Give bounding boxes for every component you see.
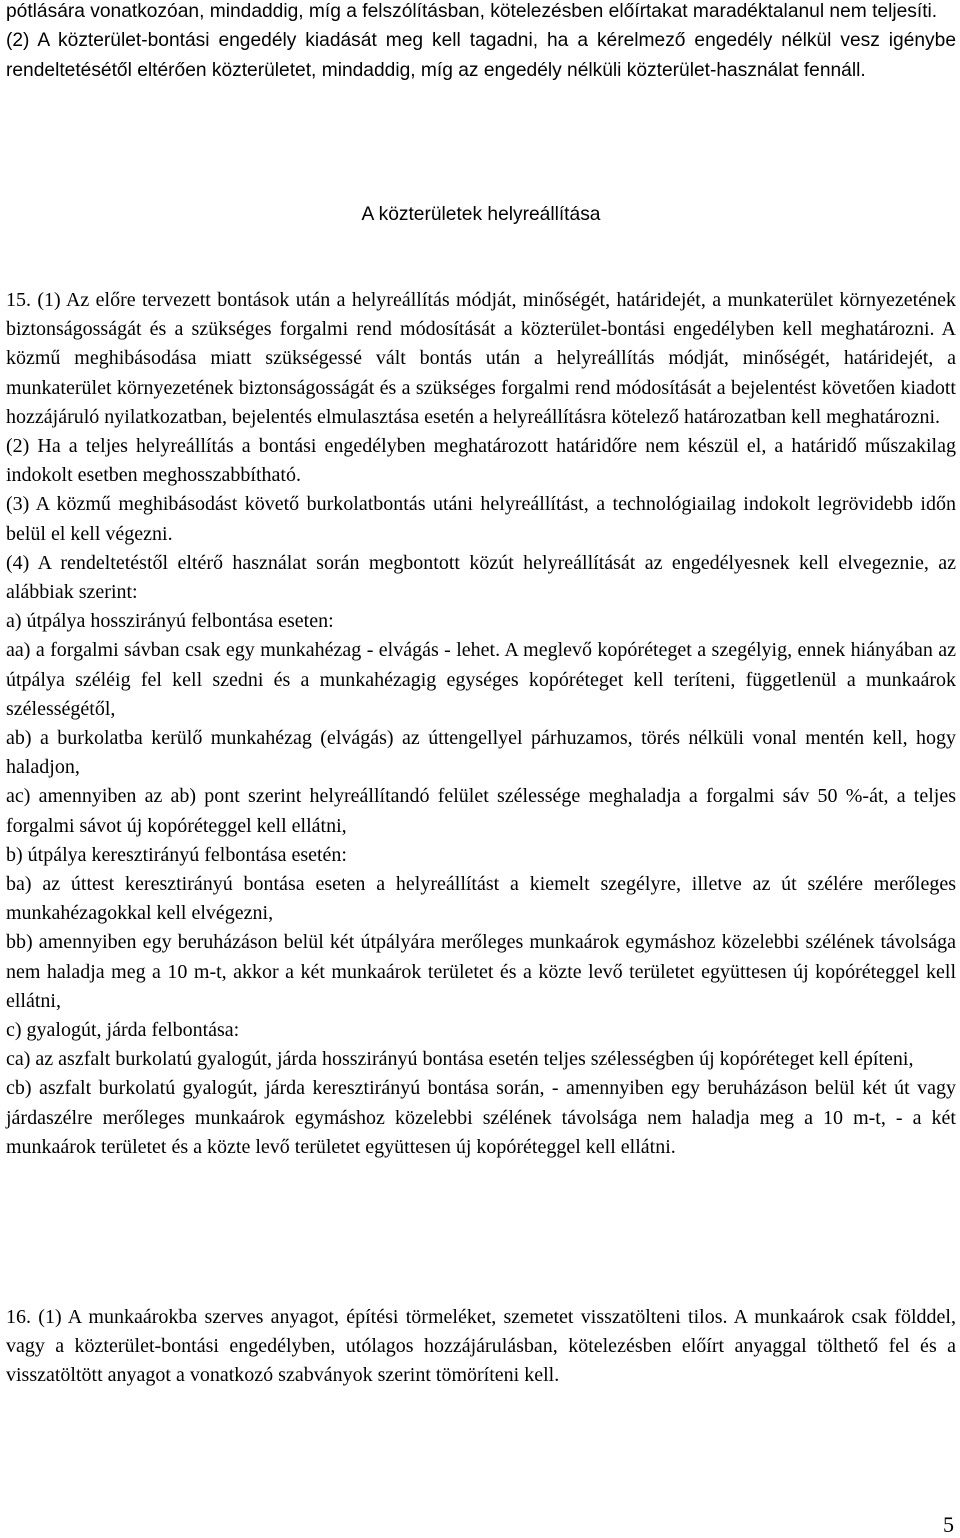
item-a: a) útpálya hosszirányú felbontása eseten: [6, 610, 334, 633]
item-ab: ab) a burkolatba kerülő munkahézag (elvágás) az úttengellyel párhuzamos, törés nélküli vonal mentén kell, hogy haladjon, [6, 727, 956, 779]
top-block [6, 0, 956, 85]
paragraph-2: (2) A közterület-bontási engedély kiadását meg kell tagadni, ha a kérelmező engedély nélkül vesz igénybe rendeltetésétől eltérően közterületet, mindaddig, míg az engedély nélküli közterület-használat fennáll. [6, 30, 956, 81]
section-15-paragraph-3: (3) A közmű meghibásodást követő burkolatbontás utáni helyreállítást, a technológiailag indokolt legrövidebb időn belül el kell végezni. [6, 493, 956, 545]
item-c: c) gyalogút, járda felbontása: [6, 1019, 240, 1042]
section-16-paragraph-1: 16. (1) A munkaárokba szerves anyagot, építési törmeléket, szemetet visszatölteni tilos. A munkaárok csak földdel, vagy a közterület-bontási engedélyben, utólagos hozzájárulásban, kötelezésben előírt anyaggal tölthető fel és a visszatöltött anyagot a vonatkozó szabványok szerint tömöríteni kell. [6, 1306, 956, 1387]
section-15-paragraph-1: 15. (1) Az előre tervezett bontások után a helyreállítás módját, minőségét, határidejét, a munkaterület környezetének biztonságosságát és a szükséges forgalmi rend módosítását a közterület-bontási engedélyben kell meghatározni. A közmű meghibásodása miatt szükségessé vált bontás után a helyreállítás módját, minőségét, határidejét, a munkaterület környezetének biztonságosságát és a szükséges forgalmi rend módosítását a bejelentést követően kiadott hozzájáruló nyilatkozatban, bejelentés elmulasztása esetén a helyreállításra kötelező határozatban kell meghatározni. [6, 289, 956, 428]
section-15 [6, 286, 956, 1162]
item-cb: cb) aszfalt burkolatú gyalogút, járda keresztirányú bontása során, - amennyiben egy beruházáson belül két út vagy járdaszélre merőleges munkaárok egymáshoz közelebbi szélének távolsága nem haladja meg a 10 m-t, - a két munkaárok területet és a közte levő területet együttesen új kopóréteggel kell ellátni. [6, 1077, 956, 1158]
item-aa: aa) a forgalmi sávban csak egy munkahézag - elvágás - lehet. A meglevő kopóréteget a szegélyig, ennek hiányában az útpálya széléig fel kell szedni és a munkahézagig egységes kopóréteget kell teríteni, függetlenül a munkaárok szélességétől, [6, 639, 956, 720]
section-16 [6, 1303, 956, 1391]
continuation-paragraph: pótlására vonatkozóan, mindaddig, míg a felszólításban, kötelezésben előírtakat maradéktalanul nem teljesíti. [6, 1, 938, 22]
section-title: A közterületek helyreállítása [361, 204, 601, 225]
item-bb: bb) amennyiben egy beruházáson belül két útpályára merőleges munkaárok egymáshoz közelebbi szélének távolsága nem haladja meg a 10 m-t, akkor a két munkaárok területet és a közte levő területet együttesen új kopóréteggel kell ellátni, [6, 931, 956, 1012]
section-15-paragraph-2: (2) Ha a teljes helyreállítás a bontási engedélyben meghatározott határidőre nem készül el, a határidő műszakilag indokolt esetben meghosszabbítható. [6, 435, 956, 487]
page-number: 5 [943, 1512, 954, 1537]
item-ba: ba) az úttest keresztirányú bontása eseten a helyreállítást a kiemelt szegélyre, illetve az út szélére merőleges munkahézagokkal kell elvégezni, [6, 873, 956, 925]
section-15-paragraph-4: (4) A rendeltetéstől eltérő használat során megbontott közút helyreállítását az engedélyesnek kell elvegeznie, az alábbiak szerint: [6, 551, 956, 604]
item-ca: ca) az aszfalt burkolatú gyalogút, járda hosszirányú bontása esetén teljes szélességben új kopóréteget kell építeni, [6, 1048, 914, 1071]
item-ac: ac) amennyiben az ab) pont szerint helyreállítandó felület szélessége meghaladja a forgalmi sáv 50 %-át, a teljes forgalmi sávot új kopóréteggel kell ellátni, [6, 785, 956, 837]
item-b: b) útpálya keresztirányú felbontása esetén: [6, 843, 347, 866]
